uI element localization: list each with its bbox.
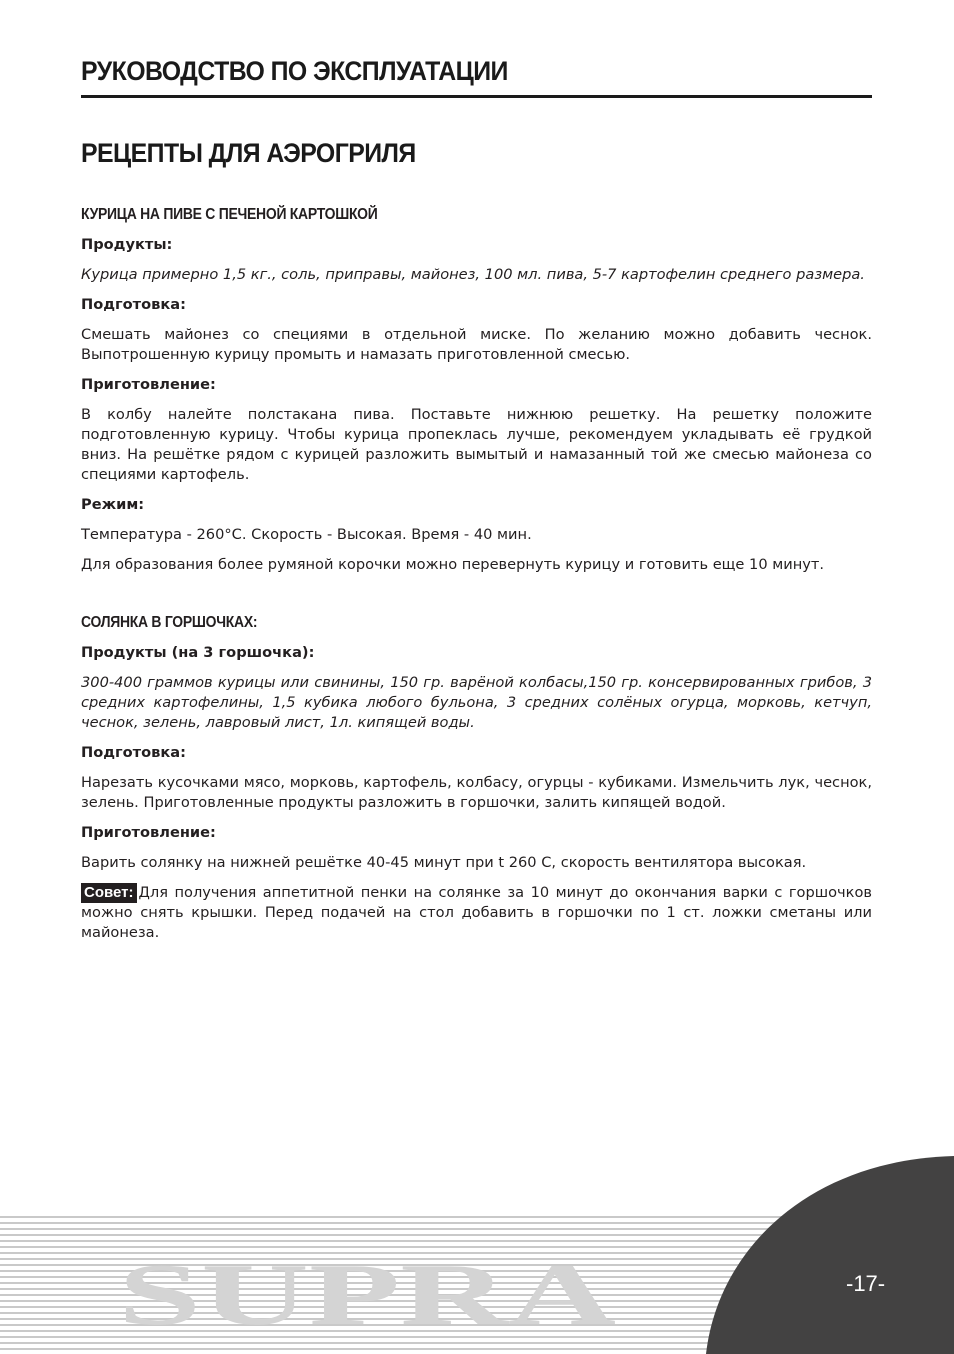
note-text: Для образования более румяной корочки можно перевернуть курицу и готовить еще 10 минут. [81,556,825,573]
mode-text: Температура - 260°С. Скорость - Высокая. Время - 40 мин. [81,526,532,543]
advice-tag: Совет: [81,883,137,903]
advice-text: Для получения аппетитной пенки на солянке за 10 минут до окончания варки с горшочков можно снять крышки. Перед подачей на стол добавить в горшочки по 1 ст. ложки сметаны или майонеза. [81,884,872,941]
prep-label: Подготовка: [81,296,186,313]
cook-label: Приготовление: [81,824,216,841]
header-title: РУКОВОДСТВО ПО ЭКСПЛУАТАЦИИ [81,56,508,86]
page-corner-shape [706,1156,954,1354]
brand-watermark: SUPRA [118,1247,616,1344]
cook-label: Приготовление: [81,376,216,393]
products-text: 300-400 граммов курицы или свинины, 150 гр. варёной колбасы,150 гр. консервированных грибов, 3 средних картофелины, 1,5 кубика любого бульона, 3 средних солёных огурца, морковь, кетчуп, чеснок, зелень, лавровый лист, 1л. кипящей воды. [81,674,872,731]
section-title: РЕЦЕПТЫ ДЛЯ АЭРОГРИЛЯ [81,138,416,168]
cook-text: В колбу налейте полстакана пива. Поставьте нижнюю решетку. На решетку положите подготовленную курицу. Чтобы курица пропеклась лучше, рекомендуем укладывать её грудкой вниз. На решётке рядом с курицей разложить вымытый и намазанный той же смесью майонеза со специями картофель. [81,406,872,483]
recipe-title: КУРИЦА НА ПИВЕ С ПЕЧЕНОЙ КАРТОШКОЙ [81,206,378,223]
page-number: -17- [846,1271,886,1296]
prep-label: Подготовка: [81,744,186,761]
cook-text: Варить солянку на нижней решётке 40-45 минут при t 260 С, скорость вентилятора высокая. [81,854,807,871]
products-label: Продукты (на 3 горшочка): [81,644,315,661]
prep-text: Нарезать кусочками мясо, морковь, картофель, колбасу, огурцы - кубиками. Измельчить лук, чеснок, зелень. Приготовленные продукты разложить в горшочки, залить кипящей водой. [81,774,872,811]
mode-label: Режим: [81,496,145,513]
products-label: Продукты: [81,236,173,253]
prep-text: Смешать майонез со специями в отдельной миске. По желанию можно добавить чеснок. Выпотрошенную курицу промыть и намазать приготовленной смесью. [81,326,872,363]
recipe-title: СОЛЯНКА В ГОРШОЧКАХ: [81,614,258,631]
products-text: Курица примерно 1,5 кг., соль, приправы, майонез, 100 мл. пива, 5-7 картофелин среднего размера. [81,266,865,283]
